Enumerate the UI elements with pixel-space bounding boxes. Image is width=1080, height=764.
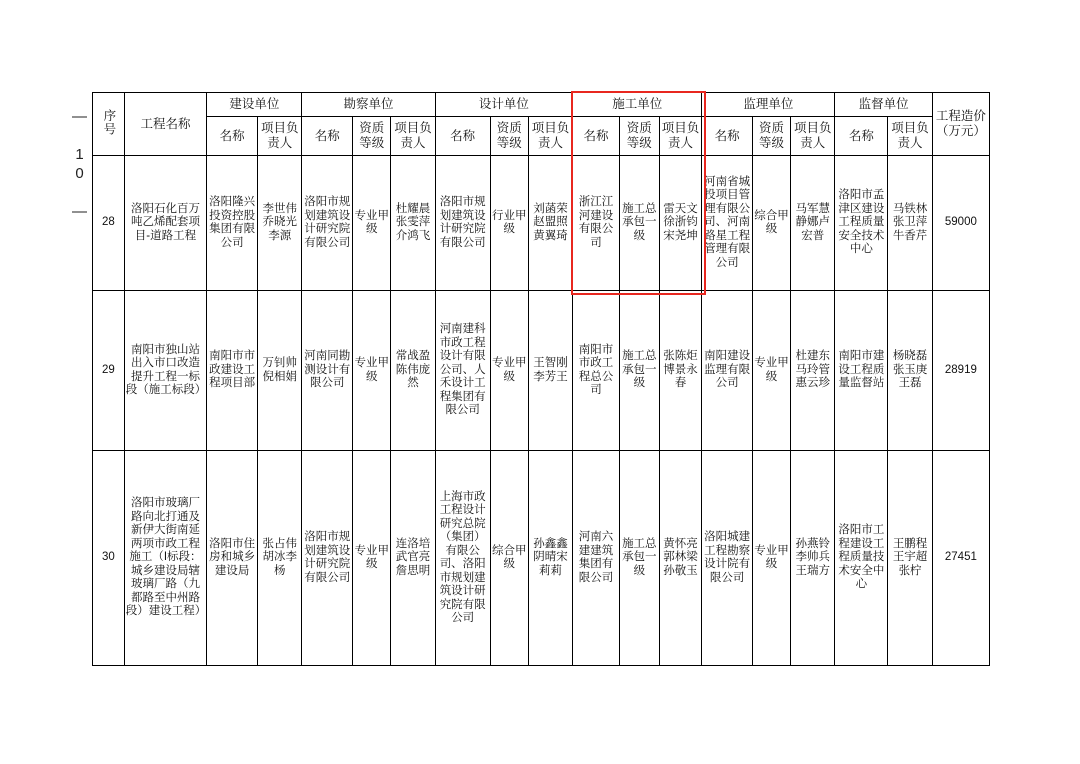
cell-survey-name: 河南同勘测设计有限公司 xyxy=(302,291,353,451)
table-row xyxy=(93,291,990,451)
cell-supervise-manager: 马军慧静娜卢宏普 xyxy=(791,156,835,291)
header-survey-unit: 勘察单位 xyxy=(302,93,435,117)
subheader-supervise-name: 名称 xyxy=(702,117,753,156)
cell-design-manager: 刘菡荣赵盟照黄翼琦 xyxy=(528,156,572,291)
cell-design-name: 上海市政工程设计研究总院（集团）有限公司、洛阳市规划建筑设计研究院有限公司 xyxy=(435,451,490,666)
table-row xyxy=(93,156,990,291)
header-construction-unit: 建设单位 xyxy=(207,93,302,117)
header-build-unit: 施工单位 xyxy=(573,93,702,117)
cell-build-level: 施工总承包一级 xyxy=(619,451,659,666)
cell-inspect-manager: 马铁林张卫萍牛香芹 xyxy=(888,156,932,291)
cell-supervise-name: 洛阳城建工程勘察设计院有限公司 xyxy=(702,451,753,666)
cell-supervise-level: 专业甲级 xyxy=(752,291,790,451)
cell-build-manager: 张陈炬博景永春 xyxy=(659,291,701,451)
cell-supervise-name: 河南省城投项目管理有限公司、河南路星工程管理有限公司 xyxy=(702,156,753,291)
cell-project-name: 南阳市独山站出入市口改造提升工程一标段（施工标段） xyxy=(124,291,207,451)
subheader-design-manager: 项目负责人 xyxy=(528,117,572,156)
subheader-construction-name: 名称 xyxy=(207,117,258,156)
cell-seq: 29 xyxy=(93,291,125,451)
cell-design-level: 行业甲级 xyxy=(490,156,528,291)
cell-supervise-manager: 杜建东马玲管惠云珍 xyxy=(791,291,835,451)
subheader-supervise-level: 资质等级 xyxy=(752,117,790,156)
cell-cost: 28919 xyxy=(932,291,989,451)
cell-cost: 59000 xyxy=(932,156,989,291)
header-seq-label: 序号 xyxy=(101,108,116,136)
cell-build-name: 河南六建建筑集团有限公司 xyxy=(573,451,620,666)
cell-project-name: 洛阳市玻璃厂路向北打通及新伊大街南延两项市政工程施工（I标段：城乡建设局辖玻璃厂路（九都路至中州路段）建设工程） xyxy=(124,451,207,666)
subheader-build-manager: 项目负责人 xyxy=(659,117,701,156)
cell-construction-name: 洛阳市住房和城乡建设局 xyxy=(207,451,258,666)
cell-supervise-level: 综合甲级 xyxy=(752,156,790,291)
cell-construction-manager: 万钊帅倪相娟 xyxy=(257,291,301,451)
cell-inspect-name: 洛阳市孟津区建设工程质量安全技术中心 xyxy=(835,156,888,291)
cell-build-name: 浙江江河建设有限公司 xyxy=(573,156,620,291)
cell-build-name: 南阳市市政工程总公司 xyxy=(573,291,620,451)
header-seq xyxy=(93,93,125,156)
cell-construction-manager: 张占伟胡冰李杨 xyxy=(257,451,301,666)
cell-inspect-manager: 王鹏程王宇超张柠 xyxy=(888,451,932,666)
cell-survey-name: 洛阳市规划建筑设计研究院有限公司 xyxy=(302,156,353,291)
cell-design-manager: 王智刚李芳王 xyxy=(528,291,572,451)
subheader-survey-manager: 项目负责人 xyxy=(391,117,435,156)
cell-build-manager: 黄怀亮郭林梁孙敬玉 xyxy=(659,451,701,666)
cell-survey-manager: 常战盈陈伟庞然 xyxy=(391,291,435,451)
table-container xyxy=(92,92,990,666)
cell-design-level: 专业甲级 xyxy=(490,291,528,451)
cell-survey-name: 洛阳市规划建筑设计研究院有限公司 xyxy=(302,451,353,666)
subheader-survey-level: 资质等级 xyxy=(353,117,391,156)
header-supervise-unit: 监理单位 xyxy=(702,93,835,117)
cell-supervise-manager: 孙燕铃李帅兵王瑞方 xyxy=(791,451,835,666)
header-cost: 工程造价（万元） xyxy=(932,93,989,156)
subheader-design-name: 名称 xyxy=(435,117,490,156)
cell-project-name: 洛阳石化百万吨乙烯配套项目-道路工程 xyxy=(124,156,207,291)
cell-survey-manager: 杜耀晨张雯萍介鸿飞 xyxy=(391,156,435,291)
cell-build-level: 施工总承包一级 xyxy=(619,156,659,291)
project-registry-table xyxy=(92,92,990,666)
cell-design-name: 洛阳市规划建筑设计研究院有限公司 xyxy=(435,156,490,291)
cell-supervise-level: 专业甲级 xyxy=(752,451,790,666)
cell-build-level: 施工总承包一级 xyxy=(619,291,659,451)
cell-cost: 27451 xyxy=(932,451,989,666)
cell-construction-name: 南阳市市政建设工程项目部 xyxy=(207,291,258,451)
cell-design-name: 河南建科市政工程设计有限公司、人禾设计工程集团有限公司 xyxy=(435,291,490,451)
cell-design-level: 综合甲级 xyxy=(490,451,528,666)
subheader-supervise-manager: 项目负责人 xyxy=(791,117,835,156)
subheader-build-level: 资质等级 xyxy=(619,117,659,156)
cell-survey-manager: 连洛培武官亮詹思明 xyxy=(391,451,435,666)
subheader-inspect-name: 名称 xyxy=(835,117,888,156)
subheader-inspect-manager: 项目负责人 xyxy=(888,117,932,156)
cell-construction-manager: 李世伟乔晓光李源 xyxy=(257,156,301,291)
table-sub-header-row xyxy=(93,117,990,156)
cell-inspect-name: 南阳市建设工程质量监督站 xyxy=(835,291,888,451)
cell-construction-name: 洛阳隆兴投资控股集团有限公司 xyxy=(207,156,258,291)
cell-seq: 28 xyxy=(93,156,125,291)
cell-seq: 30 xyxy=(93,451,125,666)
cell-survey-level: 专业甲级 xyxy=(353,291,391,451)
header-inspect-unit: 监督单位 xyxy=(835,93,932,117)
header-project-name: 工程名称 xyxy=(124,93,207,156)
page-number: — 10 — xyxy=(71,108,88,222)
cell-survey-level: 专业甲级 xyxy=(353,156,391,291)
table-group-header-row xyxy=(93,93,990,117)
header-design-unit: 设计单位 xyxy=(435,93,573,117)
cell-supervise-name: 南阳建设监理有限公司 xyxy=(702,291,753,451)
cell-survey-level: 专业甲级 xyxy=(353,451,391,666)
cell-inspect-name: 洛阳市工程建设工程质量技术安全中心 xyxy=(835,451,888,666)
subheader-design-level: 资质等级 xyxy=(490,117,528,156)
subheader-build-name: 名称 xyxy=(573,117,620,156)
table-body xyxy=(93,156,990,666)
cell-inspect-manager: 杨晓磊张玉庚王磊 xyxy=(888,291,932,451)
table-row xyxy=(93,451,990,666)
cell-design-manager: 孙鑫鑫阴晴宋莉莉 xyxy=(528,451,572,666)
subheader-construction-manager: 项目负责人 xyxy=(257,117,301,156)
subheader-survey-name: 名称 xyxy=(302,117,353,156)
cell-build-manager: 雷天文徐浙钧宋尧坤 xyxy=(659,156,701,291)
